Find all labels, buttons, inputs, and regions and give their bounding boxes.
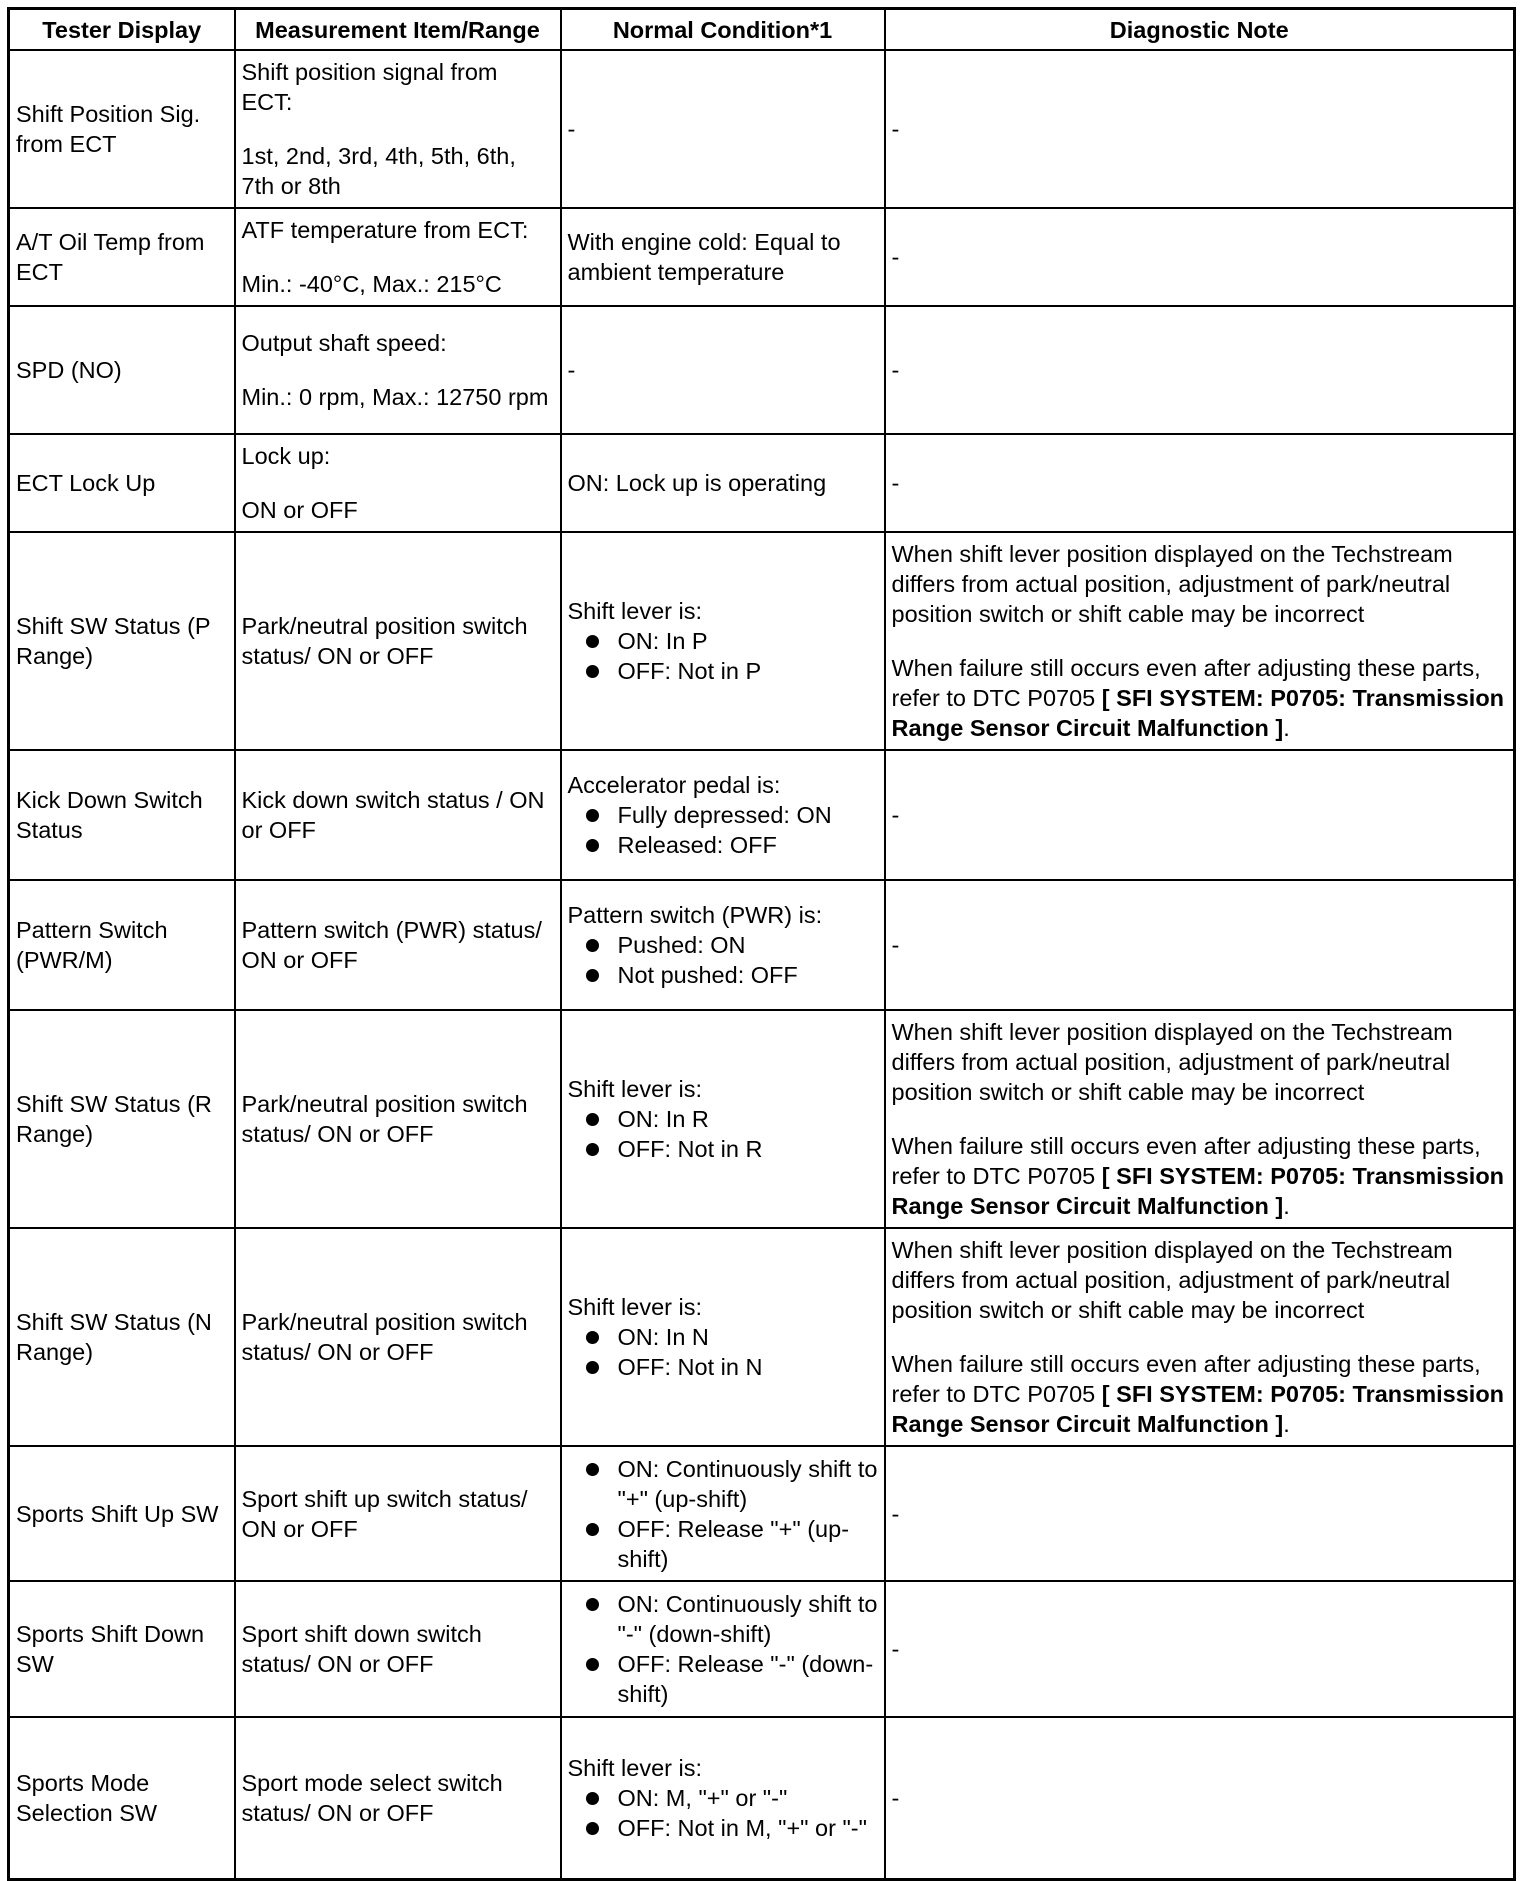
tester-display-cell: Shift SW Status (N Range) bbox=[9, 1228, 235, 1446]
measurement-line: 1st, 2nd, 3rd, 4th, 5th, 6th, 7th or 8th bbox=[241, 143, 516, 199]
note-text: . bbox=[1283, 1193, 1290, 1219]
diagnostic-note-cell: - bbox=[885, 208, 1515, 306]
normal-intro: Shift lever is: bbox=[567, 1076, 703, 1102]
dtc-reference-link[interactable]: [ SFI SYSTEM: P0705: Transmission Range Sensor Circuit Malfunction ] bbox=[891, 685, 1505, 741]
data-list-sheet bbox=[7, 7, 1513, 1871]
table-row bbox=[9, 532, 1515, 750]
normal-intro: Shift lever is: bbox=[567, 1294, 703, 1320]
note-paragraph bbox=[892, 1349, 1508, 1439]
tester-display-cell: Sports Shift Up SW bbox=[9, 1446, 235, 1581]
diagnostic-note-cell bbox=[885, 1228, 1515, 1446]
note-paragraph bbox=[892, 653, 1508, 743]
bullet-item: OFF: Not in P bbox=[582, 656, 878, 686]
measurement-line: ATF temperature from ECT: bbox=[241, 217, 529, 243]
tester-display-cell: ECT Lock Up bbox=[9, 434, 235, 532]
measurement-cell bbox=[235, 434, 561, 532]
note-text: . bbox=[1283, 715, 1290, 741]
normal-condition-cell bbox=[561, 750, 885, 880]
bullet-item: Not pushed: OFF bbox=[582, 960, 878, 990]
measurement-cell bbox=[235, 208, 561, 306]
measurement-cell bbox=[235, 50, 561, 208]
normal-condition-cell bbox=[561, 880, 885, 1010]
bullet-item: ON: In N bbox=[582, 1322, 878, 1352]
normal-bullet-list bbox=[568, 1589, 878, 1709]
normal-condition-cell bbox=[561, 1446, 885, 1581]
normal-condition-cell bbox=[561, 532, 885, 750]
measurement-line: Min.: 0 rpm, Max.: 12750 rpm bbox=[241, 384, 549, 410]
table-row bbox=[9, 208, 1515, 306]
measurement-cell bbox=[235, 750, 561, 880]
measurement-cell bbox=[235, 532, 561, 750]
measurement-cell bbox=[235, 1717, 561, 1879]
normal-condition-cell: - bbox=[561, 306, 885, 434]
diagnostic-note-cell bbox=[885, 1010, 1515, 1228]
normal-bullet-list bbox=[568, 626, 878, 686]
normal-intro: Shift lever is: bbox=[567, 1754, 703, 1781]
measurement-cell bbox=[235, 306, 561, 434]
diagnostic-note-cell: - bbox=[885, 434, 1515, 532]
diagnostic-note-cell: - bbox=[885, 50, 1515, 208]
normal-condition-cell bbox=[561, 1228, 885, 1446]
bullet-item: OFF: Not in N bbox=[582, 1352, 878, 1382]
measurement-line: Kick down switch status / ON or OFF bbox=[241, 787, 545, 843]
normal-intro: Pattern switch (PWR) is: bbox=[567, 902, 823, 928]
dtc-reference-link[interactable]: [ SFI SYSTEM: P0705: Transmission Range Sensor Circuit Malfunction ] bbox=[891, 1381, 1505, 1437]
bullet-item: OFF: Not in M, "+" or "-" bbox=[582, 1813, 878, 1843]
normal-condition-cell: ON: Lock up is operating bbox=[561, 434, 885, 532]
table-row bbox=[9, 880, 1515, 1010]
diagnostic-note-cell: - bbox=[885, 1717, 1515, 1879]
bullet-item: ON: In R bbox=[582, 1104, 878, 1134]
diagnostic-note-cell: - bbox=[885, 880, 1515, 1010]
note-text: When failure still occurs even after adjusting these parts, refer to DTC P0705 bbox=[891, 655, 1481, 711]
measurement-line: Sport shift up switch status/ ON or OFF bbox=[241, 1485, 528, 1542]
note-text: When failure still occurs even after adjusting these parts, refer to DTC P0705 bbox=[891, 1133, 1481, 1189]
table-row bbox=[9, 50, 1515, 208]
bullet-item: Released: OFF bbox=[582, 830, 878, 860]
normal-bullet-list bbox=[568, 1104, 878, 1164]
normal-bullet-list bbox=[568, 1783, 878, 1843]
bullet-item: OFF: Release "+" (up-shift) bbox=[582, 1514, 878, 1574]
normal-bullet-list bbox=[568, 930, 878, 990]
normal-condition-cell bbox=[561, 1717, 885, 1879]
bullet-item: OFF: Release "-" (down-shift) bbox=[582, 1649, 878, 1709]
measurement-line: Park/neutral position switch status/ ON or OFF bbox=[241, 1309, 528, 1365]
measurement-cell bbox=[235, 1010, 561, 1228]
measurement-cell bbox=[235, 880, 561, 1010]
table-row bbox=[9, 306, 1515, 434]
normal-condition-cell: - bbox=[561, 50, 885, 208]
bullet-item: ON: Continuously shift to "-" (down-shift) bbox=[582, 1589, 878, 1649]
normal-bullet-list bbox=[568, 1322, 878, 1382]
measurement-line: Sport shift down switch status/ ON or OFF bbox=[241, 1621, 482, 1677]
data-list-table bbox=[7, 7, 1516, 1881]
normal-intro: Accelerator pedal is: bbox=[567, 772, 781, 798]
tester-display-cell: Shift SW Status (R Range) bbox=[9, 1010, 235, 1228]
table-row bbox=[9, 1010, 1515, 1228]
note-text: When failure still occurs even after adjusting these parts, refer to DTC P0705 bbox=[891, 1351, 1481, 1407]
table-row bbox=[9, 1717, 1515, 1879]
dtc-reference-link[interactable]: [ SFI SYSTEM: P0705: Transmission Range Sensor Circuit Malfunction ] bbox=[891, 1163, 1505, 1219]
table-row bbox=[9, 1581, 1515, 1717]
header-measurement-item: Measurement Item/Range bbox=[235, 9, 561, 51]
measurement-line: Park/neutral position switch status/ ON or OFF bbox=[241, 1091, 528, 1147]
note-paragraph bbox=[892, 1131, 1508, 1221]
normal-bullet-list bbox=[568, 1454, 878, 1574]
measurement-line: Sport mode select switch status/ ON or OFF bbox=[241, 1769, 503, 1826]
normal-condition-cell bbox=[561, 1010, 885, 1228]
tester-display-cell: Shift SW Status (P Range) bbox=[9, 532, 235, 750]
header-row bbox=[9, 9, 1515, 51]
normal-condition-cell bbox=[561, 1581, 885, 1717]
note-text: . bbox=[1283, 1411, 1290, 1437]
note-paragraph: When shift lever position displayed on the Techstream differs from actual position, adjustment of park/neutral position switch or shift cable may be incorrect bbox=[891, 1237, 1453, 1323]
bullet-item: OFF: Not in R bbox=[582, 1134, 878, 1164]
measurement-line: ON or OFF bbox=[241, 497, 358, 523]
measurement-cell bbox=[235, 1228, 561, 1446]
table-row bbox=[9, 750, 1515, 880]
measurement-line: Pattern switch (PWR) status/ ON or OFF bbox=[241, 917, 542, 973]
tester-display-cell: Kick Down Switch Status bbox=[9, 750, 235, 880]
diagnostic-note-cell: - bbox=[885, 306, 1515, 434]
bullet-item: ON: M, "+" or "-" bbox=[582, 1783, 878, 1813]
measurement-line: Park/neutral position switch status/ ON or OFF bbox=[241, 613, 528, 669]
header-tester-display: Tester Display bbox=[9, 9, 235, 51]
note-paragraph: When shift lever position displayed on the Techstream differs from actual position, adjustment of park/neutral position switch or shift cable may be incorrect bbox=[891, 541, 1453, 627]
measurement-line: Shift position signal from ECT: bbox=[241, 59, 498, 115]
bullet-item: ON: In P bbox=[582, 626, 878, 656]
diagnostic-note-cell: - bbox=[885, 1581, 1515, 1717]
tester-display-cell: Shift Position Sig. from ECT bbox=[9, 50, 235, 208]
tester-display-cell: SPD (NO) bbox=[9, 306, 235, 434]
table-row bbox=[9, 1228, 1515, 1446]
normal-bullet-list bbox=[568, 800, 878, 860]
diagnostic-note-cell bbox=[885, 532, 1515, 750]
tester-display-cell: Sports Mode Selection SW bbox=[9, 1717, 235, 1879]
table-row bbox=[9, 434, 1515, 532]
tester-display-cell: Pattern Switch (PWR/M) bbox=[9, 880, 235, 1010]
diagnostic-note-cell: - bbox=[885, 1446, 1515, 1581]
bullet-item: ON: Continuously shift to "+" (up-shift) bbox=[582, 1454, 878, 1514]
tester-display-cell: A/T Oil Temp from ECT bbox=[9, 208, 235, 306]
note-paragraph: When shift lever position displayed on the Techstream differs from actual position, adjustment of park/neutral position switch or shift cable may be incorrect bbox=[891, 1019, 1453, 1105]
diagnostic-note-cell: - bbox=[885, 750, 1515, 880]
measurement-line: Lock up: bbox=[241, 443, 331, 469]
tester-display-cell: Sports Shift Down SW bbox=[9, 1581, 235, 1717]
table-row bbox=[9, 1446, 1515, 1581]
measurement-line: Min.: -40°C, Max.: 215°C bbox=[241, 271, 502, 297]
measurement-cell bbox=[235, 1581, 561, 1717]
measurement-cell bbox=[235, 1446, 561, 1581]
header-normal-condition: Normal Condition*1 bbox=[561, 9, 885, 51]
measurement-line: Output shaft speed: bbox=[241, 330, 447, 356]
bullet-item: Fully depressed: ON bbox=[582, 800, 878, 830]
normal-intro: Shift lever is: bbox=[567, 598, 703, 624]
header-diagnostic-note: Diagnostic Note bbox=[885, 9, 1515, 51]
normal-condition-cell: With engine cold: Equal to ambient temperature bbox=[561, 208, 885, 306]
bullet-item: Pushed: ON bbox=[582, 930, 878, 960]
